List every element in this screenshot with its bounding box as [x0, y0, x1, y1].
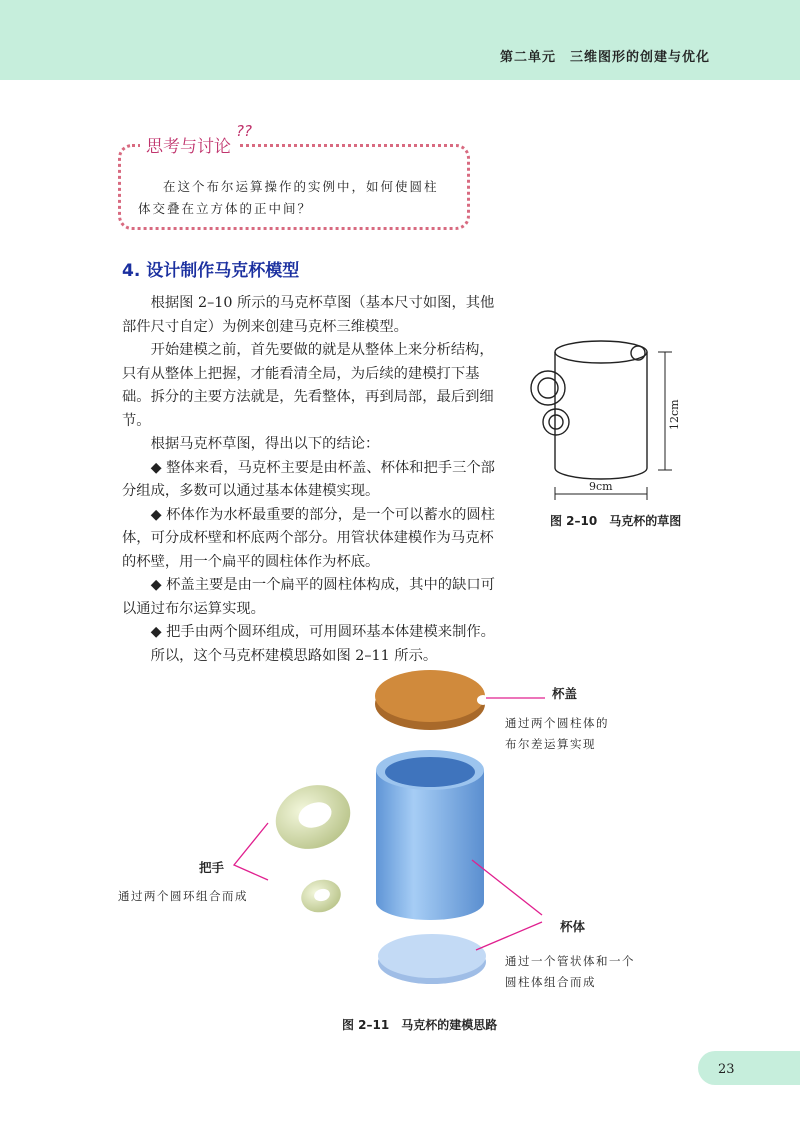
figure-caption: 图 2–11 马克杯的建模思路	[342, 1018, 498, 1032]
handle-ring-small-inner	[549, 415, 563, 429]
handle-note: 通过两个圆环组合而成	[118, 889, 248, 903]
think-title: 思考与讨论	[140, 132, 237, 157]
handle-ring-large	[531, 371, 565, 405]
paragraph: ◆ 把手由两个圆环组成，可用圆环基本体建模来制作。	[150, 624, 495, 640]
figure-caption: 图 2–10 马克杯的草图	[550, 514, 682, 528]
height-label: 12cm	[668, 399, 681, 430]
paragraph: 开始建模之前，首先要做的就是从整体上来分析结构，只有从整体上把握，才能看清全局，为后续的建模打下基础。拆分的主要方法就是，先看整体，再到局部，最后到细节。	[122, 342, 494, 429]
paragraph: 所以，这个马克杯建模思路如图 2–11 所示。	[150, 647, 438, 664]
width-label: 9cm	[589, 480, 613, 493]
handle-leader	[234, 823, 268, 880]
cup-inner	[385, 757, 475, 787]
think-text: 在这个布尔运算操作的实例中，如何使圆柱体交叠在立方体的正中间？	[138, 179, 439, 216]
bottom-leader	[476, 922, 542, 950]
mug-sketch	[525, 330, 715, 505]
paragraph: 根据马克杯草图，得出以下的结论：	[150, 436, 380, 452]
body-note-line-1: 通过一个管状体和一个	[505, 954, 635, 968]
lid-cutout	[477, 695, 489, 705]
handle-label: 把手	[199, 860, 225, 875]
header-band	[0, 0, 800, 80]
cup-body-shape	[376, 770, 484, 920]
lid-note-line-1: 通过两个圆柱体的	[505, 716, 609, 730]
lid-note-line-2: 布尔差运算实现	[505, 737, 596, 751]
mug-top-ellipse	[555, 341, 647, 363]
section-heading: 4. 设计制作马克杯模型	[122, 261, 300, 281]
paragraph: 根据图 2–10 所示的马克杯草图（基本尺寸如图，其他部件尺寸自定）为例来创建马克杯三维模型。	[122, 295, 495, 335]
paragraph: ◆ 杯体作为水杯最重要的部分，是一个可以蓄水的圆柱体，可分成杯壁和杯底两个部分。用管状体建模作为马克杯的杯壁，用一个扁平的圆柱体作为杯底。	[122, 506, 495, 570]
body-label: 杯体	[560, 919, 586, 934]
cup-bottom-shape	[378, 934, 486, 978]
lid-label: 杯盖	[552, 686, 578, 701]
handle-ring-small	[543, 409, 569, 435]
paragraph: ◆ 杯盖主要是由一个扁平的圆柱体构成，其中的缺口可以通过布尔运算实现。	[122, 577, 495, 617]
question-marks: ??	[236, 122, 252, 140]
page-number: 23	[718, 1062, 735, 1077]
body-text	[122, 292, 502, 668]
body-note-line-2: 圆柱体组合而成	[505, 975, 596, 989]
lid-shape	[375, 670, 485, 722]
page-number-tab	[698, 1051, 800, 1085]
unit-title: 第二单元 三维图形的创建与优化	[499, 50, 710, 65]
mug-outline	[555, 352, 647, 479]
paragraph: ◆ 整体来看，马克杯主要是由杯盖、杯体和把手三个部分组成，多数可以通过基本体建模实现。	[122, 459, 495, 499]
mug-breakdown	[200, 660, 670, 1000]
